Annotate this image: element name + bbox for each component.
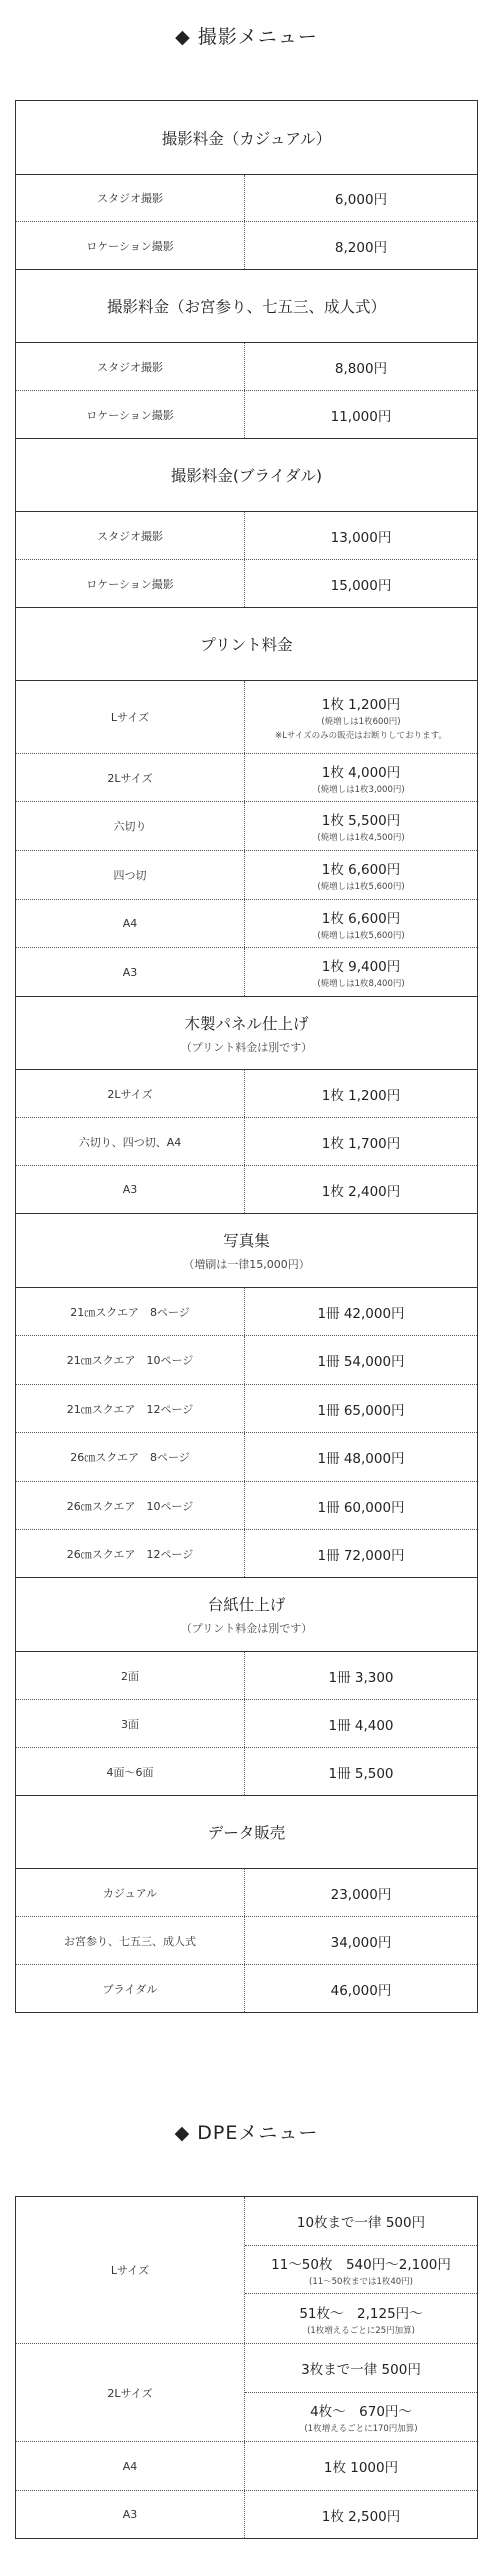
table-row xyxy=(16,1118,477,1166)
row-label: 26㎝スクエア 10ページ xyxy=(16,1482,245,1529)
bridal-header-text: 撮影料金(ブライダル) xyxy=(170,467,323,485)
row-price: 1冊 5,500 xyxy=(328,1765,394,1782)
row-label: 六切り xyxy=(16,802,245,850)
miyamairi-header xyxy=(16,270,477,343)
table-row xyxy=(16,1652,477,1700)
table-row xyxy=(16,1482,477,1530)
price-note: (1枚増えるごとに170円加算) xyxy=(304,2423,418,2434)
row-label: ロケーション撮影 xyxy=(16,560,245,607)
table-row xyxy=(16,560,477,608)
table-row xyxy=(16,1288,477,1336)
price-cell: 10枚まで一律 500円 xyxy=(245,2197,477,2246)
panel-header-sub: （プリント料金は別です） xyxy=(180,1040,313,1054)
row-label: A4 xyxy=(16,2442,245,2490)
row-price: 1枚 4,000円 (焼増しは1枚3,000円) xyxy=(317,764,405,795)
row-label: 21㎝スクエア 8ページ xyxy=(16,1288,245,1335)
table-row xyxy=(16,851,477,900)
dpe-menu-table xyxy=(15,2196,478,2539)
table-row xyxy=(16,2344,477,2442)
row-price: 1枚 5,500円 (焼増しは1枚4,500円) xyxy=(317,813,405,843)
row-label: 21㎝スクエア 12ページ xyxy=(16,1385,245,1432)
price-cell: 51枚～ 2,125円～ (1枚増えるごとに25円加算) xyxy=(299,2305,423,2336)
panel-header-text: 木製パネル仕上げ xyxy=(184,1014,309,1033)
table-row xyxy=(16,802,477,851)
2l-size-prices xyxy=(245,2344,477,2441)
row-label: 2Lサイズ xyxy=(16,754,245,801)
casual-header xyxy=(16,101,477,175)
album-header-text: 写真集 xyxy=(223,1232,270,1250)
table-row xyxy=(16,948,477,997)
row-price: 34,000円 xyxy=(330,1934,392,1951)
row-price: 1冊 65,000円 xyxy=(317,1402,405,1419)
row-price: 46,000円 xyxy=(330,1982,392,1999)
row-price: 1枚 2,400円 xyxy=(321,1183,401,1200)
table-row xyxy=(16,2442,477,2491)
album-header-sub: （増刷は一律15,000円） xyxy=(183,1258,310,1271)
mount-header xyxy=(16,1578,477,1652)
panel-header xyxy=(16,997,477,1070)
mount-header-text: 台紙仕上げ xyxy=(207,1596,286,1614)
row-label: 26㎝スクエア 12ページ xyxy=(16,1530,245,1577)
dpe-menu-title: ◆ DPEメニュー xyxy=(174,2122,319,2144)
row-label: 4面～6面 xyxy=(16,1748,245,1795)
table-row xyxy=(16,1166,477,1214)
price-note: (1枚増えるごとに25円加算) xyxy=(307,2325,415,2336)
row-price: 1冊 72,000円 xyxy=(317,1547,405,1564)
row-label: 21㎝スクエア 10ページ xyxy=(16,1336,245,1384)
row-note: (焼増しは1枚600円) xyxy=(321,717,401,727)
album-header xyxy=(16,1214,477,1288)
table-row xyxy=(16,681,477,754)
table-row xyxy=(16,1336,477,1385)
row-price: 1枚 2,500円 xyxy=(321,2508,401,2525)
table-row xyxy=(16,754,477,802)
row-label: 2Lサイズ xyxy=(16,2344,245,2441)
price-note: (11～50枚までは1枚40円) xyxy=(309,2276,413,2287)
row-label: Lサイズ xyxy=(16,681,245,753)
row-note: (焼増しは1枚5,600円) xyxy=(317,882,405,892)
shooting-menu-table xyxy=(15,100,478,2013)
row-price: 11,000円 xyxy=(330,408,392,425)
table-row xyxy=(16,343,477,391)
table-row xyxy=(16,222,477,270)
table-row xyxy=(16,1070,477,1118)
row-price: 1枚 1,200円 xyxy=(321,1087,401,1104)
miyamairi-header-text: 撮影料金（お宮参り、七五三、成人式） xyxy=(106,298,386,316)
table-row xyxy=(16,2491,477,2538)
row-price: 1冊 48,000円 xyxy=(317,1451,405,1467)
row-note: (焼増しは1枚8,400円) xyxy=(317,979,405,989)
bridal-header xyxy=(16,439,477,512)
row-label: 四つ切 xyxy=(16,851,245,899)
row-label: スタジオ撮影 xyxy=(16,343,245,390)
table-row xyxy=(16,2197,477,2344)
table-row xyxy=(16,1700,477,1748)
table-row xyxy=(16,1917,477,1965)
row-label: お宮参り、七五三、成人式 xyxy=(16,1917,245,1964)
row-label: A3 xyxy=(16,948,245,996)
price-cell: 4枚～ 670円～ (1枚増えるごとに170円加算) xyxy=(304,2403,418,2434)
row-price: 1冊 42,000円 xyxy=(317,1305,405,1322)
row-label: A3 xyxy=(16,2491,245,2538)
casual-header-text: 撮影料金（カジュアル） xyxy=(161,129,332,148)
row-label: 六切り、四つ切、A4 xyxy=(16,1118,245,1165)
table-row xyxy=(16,1530,477,1578)
row-label: 2面 xyxy=(16,1652,245,1699)
data-sale-header xyxy=(16,1796,477,1869)
table-row xyxy=(16,391,477,439)
row-note: (焼増しは1枚4,500円) xyxy=(317,833,405,843)
row-price: 8,200円 xyxy=(334,239,388,256)
row-label: Lサイズ xyxy=(16,2197,245,2343)
row-label: ロケーション撮影 xyxy=(16,222,245,269)
row-note-2: ※Lサイズのみの販売はお断りしております。 xyxy=(275,731,447,741)
mount-header-sub: （プリント料金は別です） xyxy=(180,1622,313,1635)
table-row xyxy=(16,1385,477,1433)
row-price: 6,000円 xyxy=(334,192,388,208)
table-row xyxy=(16,512,477,560)
row-label: カジュアル xyxy=(16,1869,245,1916)
row-price: 1冊 4,400 xyxy=(328,1717,394,1734)
row-label: A4 xyxy=(16,900,245,947)
price-cell: 3枚まで一律 500円 xyxy=(245,2344,477,2393)
table-row xyxy=(16,175,477,222)
table-row xyxy=(16,1869,477,1917)
l-size-prices xyxy=(245,2197,477,2343)
row-price: 1冊 54,000円 xyxy=(317,1354,405,1370)
row-price: 1枚 1,200円 (焼増しは1枚600円) ※Lサイズのみの販売はお断りしております。 xyxy=(275,697,447,741)
print-header-text: プリント料金 xyxy=(200,636,293,654)
data-sale-header-text: データ販売 xyxy=(207,1824,286,1842)
row-label: A3 xyxy=(16,1166,245,1213)
row-label: 26㎝スクエア 8ページ xyxy=(16,1433,245,1481)
row-label: ロケーション撮影 xyxy=(16,391,245,438)
table-row xyxy=(16,1433,477,1482)
row-price: 1枚 6,600円 (焼増しは1枚5,600円) xyxy=(317,862,405,892)
table-row xyxy=(16,1748,477,1796)
row-price: 23,000円 xyxy=(330,1886,392,1903)
shooting-menu-title: ◆ 撮影メニュー xyxy=(175,26,318,48)
row-price: 1冊 60,000円 xyxy=(317,1499,405,1516)
table-row xyxy=(16,900,477,948)
row-price: 1冊 3,300 xyxy=(328,1669,394,1686)
row-label: スタジオ撮影 xyxy=(16,175,245,221)
table-row xyxy=(16,1965,477,2012)
row-price: 1枚 6,600円 (焼増しは1枚5,600円) xyxy=(317,910,405,941)
row-price: 13,000円 xyxy=(330,529,392,546)
price-cell: 11～50枚 540円～2,100円 (11～50枚までは1枚40円) xyxy=(245,2246,477,2295)
row-price: 1枚 1000円 xyxy=(323,2460,399,2476)
row-label: ブライダル xyxy=(16,1965,245,2012)
row-price: 8,800円 xyxy=(334,360,388,377)
row-note: (焼増しは1枚5,600円) xyxy=(317,930,405,941)
print-header xyxy=(16,608,477,681)
row-price: 1枚 9,400円 (焼増しは1枚8,400円) xyxy=(317,959,405,989)
row-label: 3面 xyxy=(16,1700,245,1747)
row-note: (焼増しは1枚3,000円) xyxy=(317,784,405,795)
row-label: スタジオ撮影 xyxy=(16,512,245,559)
row-price: 15,000円 xyxy=(330,577,392,594)
row-label: 2Lサイズ xyxy=(16,1070,245,1117)
row-price: 1枚 1,700円 xyxy=(321,1135,401,1152)
